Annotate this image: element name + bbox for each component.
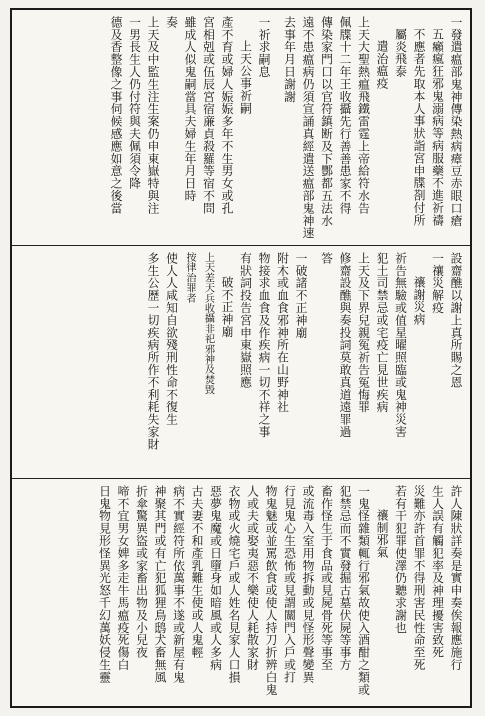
section-title: 破不正神廟 [220, 276, 234, 338]
text-column: 上天大聖熱瘟飛鐵雷霆上帝給符水告 [356, 16, 371, 215]
top-section [12, 10, 470, 245]
text-column: 雖成人似鬼嗣當具夫婦生年月日時 [183, 16, 197, 202]
text-column: 折傘驚異盜或家畜出物及小兒夜 [134, 485, 149, 659]
text-column: 畜作怪生于食品或見屍骨死等事至 [319, 485, 334, 671]
text-column: 上天及中監生注生案仍申東嶽特與注 [146, 16, 160, 215]
text-column: 多生公歷一切疾病所作不利耗失家財 [146, 252, 160, 451]
text-column: 屬炎飛泰 [393, 28, 408, 78]
text-column: 犯禁忌而不實發掘古墓伏屍等事方 [338, 485, 352, 671]
bottom-section [12, 479, 470, 708]
text-column: 犯土司禁忌或宅疫亡見世疾病 [375, 252, 389, 414]
section-title: 禳制邪氣 [375, 509, 389, 559]
text-column: 行見鬼心生恐怖或見謂關門入戶或打 [282, 485, 297, 684]
text-column: 生人誤有觸犯率及神理擾害致死 [430, 485, 445, 659]
text-column: 上天及下界兒親冤祈告冤悔罪 [356, 252, 371, 414]
text-column: 神聚其門或有亡犯狐狸鳥鸱犬畜無風 [153, 485, 167, 684]
text-column: 有狀詞投告宮申東嶽照應 [238, 252, 253, 389]
text-column: 人或夫或娶夷惡不樂使人耗散家財 [245, 485, 260, 671]
text-column: 不應者先取本人事狀詣宮申牒剳付所 [412, 28, 426, 227]
text-column: 一破諸不正神廟 [294, 252, 308, 339]
text-column: 設齋醮以謝上真所賜之恩 [449, 252, 463, 389]
text-column: 修齋設醮與奏投詞莫敢真道遠罪過 [338, 252, 352, 438]
text-column: 祈告無驗或值星曜照臨或鬼神災害 [393, 252, 408, 438]
text-column: 使人人咸知自欲殘刑性命不復生 [164, 252, 179, 426]
text-column: 產不育或婦人娠娠多年不生男女或孔 [220, 16, 234, 215]
text-column: 奏 [164, 16, 179, 29]
text-column: 宮相剋或伍辰宮宿亷貞殺羅等宿不問 [201, 16, 216, 215]
text-column: 一男長生人仍付符與夫佩須令降 [127, 16, 142, 190]
text-column: 惡夢鬼魔或日墮身如暗風或人多病 [208, 485, 223, 671]
text-column: 去事年月日謝謝 [282, 16, 297, 103]
page-frame [10, 8, 472, 708]
section-title: 遣治瘟疫 [375, 40, 389, 90]
section-title: 禳謝災病 [412, 276, 426, 326]
text-column: 傳染家門口以官符鎮断及下酆都五法水 [319, 16, 334, 227]
text-column: 一鬼怪雜類輒行邪氣故使入酒酣之類或 [356, 485, 371, 696]
text-column: 德及香整像之事伺候感應如意之後當 [109, 16, 123, 215]
text-column: 佩牒十二年王收攝先行善善患家不得 [338, 16, 352, 215]
text-column: 上天差天兵收攝非祀邪神及焚毀 [202, 252, 214, 395]
middle-section [12, 246, 470, 478]
text-column: 附木或血食邪神所在山野神社 [275, 252, 290, 414]
text-column: 若有干犯罪使澤仍聽求謝也 [393, 485, 408, 634]
text-column: 或流毒入室用物拆動或見怪形聲變異 [301, 485, 315, 684]
text-column: 災難亦許首罪不得刑害民性命至死 [412, 485, 426, 671]
text-column: 啼不宜男女婢多走牛馬瘟疫死傷白 [116, 485, 130, 671]
text-column: 物鬼魅或並罵飲食或使人持刀折辨白鬼 [264, 485, 278, 696]
text-column: 病不實經符所依萬事不遂或新屋有鬼 [171, 485, 186, 684]
text-column: 一發遣瘟部鬼神傳染熱病瘴豆赤眼口瘡 [449, 16, 463, 227]
text-column: 衣物或火燒宅戶或人姓名見家人口損 [227, 485, 241, 684]
text-column: 一禳災解疫 [430, 252, 445, 314]
text-column: 日鬼物見形怪異光怒千幻萬妖侵生靈 [97, 485, 112, 684]
text-column: 遠不患瘟病仍須宣誦真經遣送瘟部鬼神速 [301, 16, 315, 240]
text-column: 古夫妻不和產乳難生使或人鬼輕 [190, 485, 204, 659]
text-column: 物接求血食及作疾病一切不祥之事 [257, 252, 271, 438]
text-column: 許人陳狀詳奏是實申奏俟報應施行 [449, 485, 463, 671]
section-title: 上天公事祈嗣 [238, 40, 253, 115]
text-column: 一祈求嗣息 [257, 16, 271, 78]
text-column: 按律治罪者 [184, 252, 195, 303]
text-column: 答 [319, 252, 334, 265]
text-column: 五癩瘋狂邪鬼溺病等病服藥不進祈禱 [430, 28, 445, 227]
